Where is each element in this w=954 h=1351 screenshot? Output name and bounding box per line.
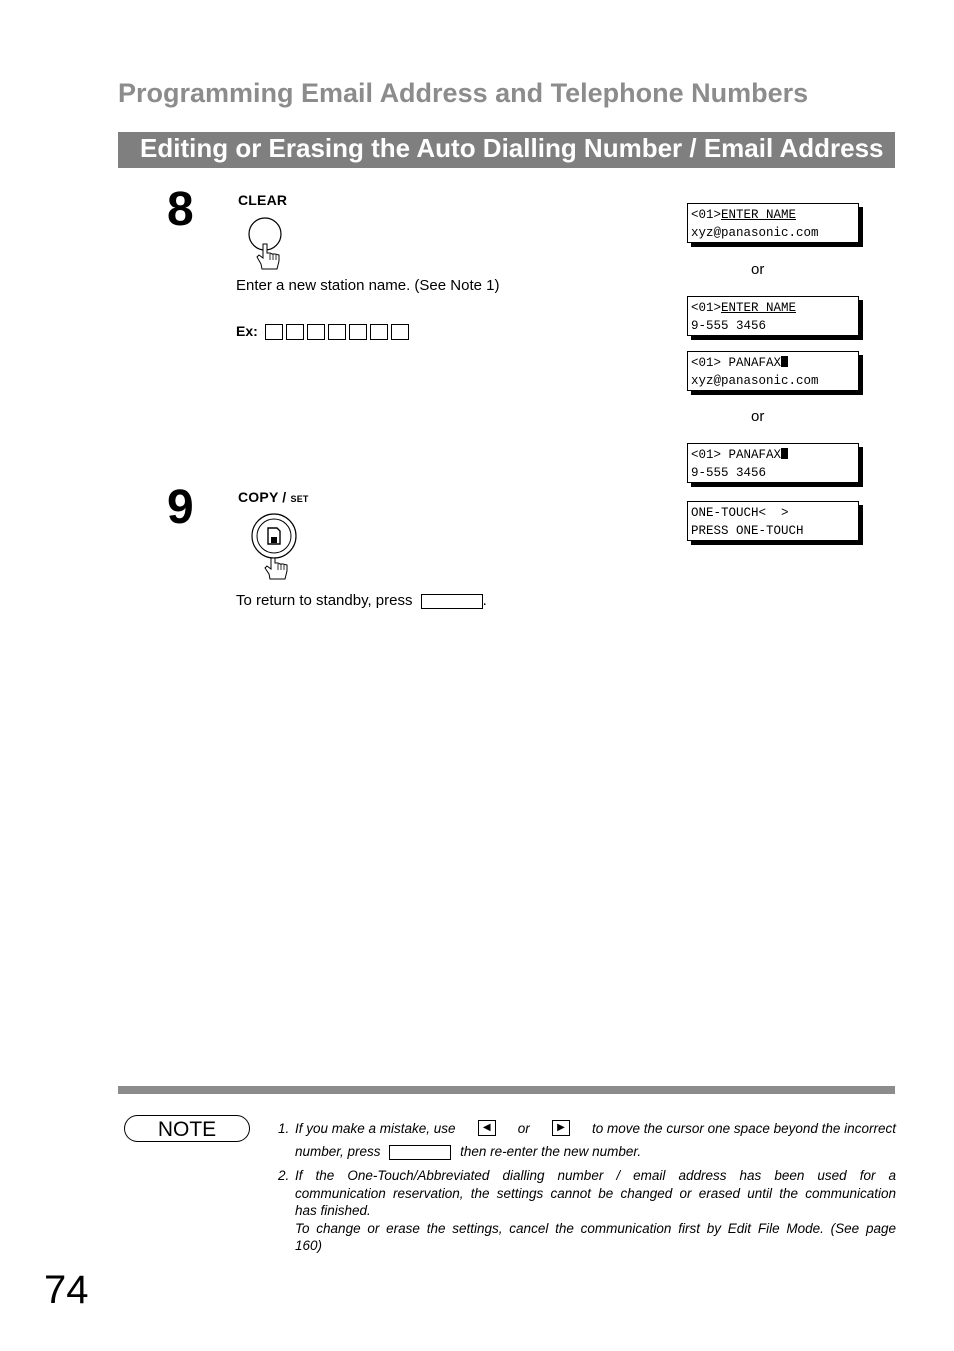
lcd-display-2: <01>ENTER NAME 9-555 3456	[687, 296, 859, 336]
lcd-line2: 9-555 3456	[691, 465, 767, 480]
note-text: has finished.	[295, 1203, 371, 1218]
clear-key-label: CLEAR	[238, 192, 288, 208]
right-arrow-key-icon: ▶	[552, 1120, 570, 1136]
step-number-8: 8	[167, 183, 194, 236]
note-text: 160)	[295, 1238, 323, 1253]
lcd-line1: <01> PANAFAX	[691, 448, 782, 462]
step9-instruction-text: To return to standby, press	[236, 592, 413, 609]
note-item-1	[278, 1120, 896, 1160]
lcd-display-3	[687, 351, 859, 391]
left-arrow-key-icon: ◀	[478, 1120, 496, 1136]
lcd-line2: xyz@panasonic.com	[691, 225, 819, 240]
note-text: If the One-Touch/Abbreviated dialling number / email address has been used for a	[295, 1168, 896, 1183]
note-text: If you make a mistake, use	[295, 1120, 456, 1136]
example-name-boxes	[236, 323, 409, 340]
section-title: Programming Email Address and Telephone Numbers	[118, 78, 809, 108]
page-title: Editing or Erasing the Auto Dialling Number / Email Address	[140, 133, 884, 163]
copy-key-label-main: COPY /	[238, 489, 287, 505]
example-char-box	[307, 324, 325, 340]
lcd-block-cursor	[781, 356, 788, 367]
clear-key-press-icon	[244, 214, 286, 272]
note-text: to move the cursor one space beyond the incorrect	[592, 1120, 896, 1136]
step9-instruction	[236, 592, 487, 609]
lcd-display-4	[687, 443, 859, 483]
lcd-line2: xyz@panasonic.com	[691, 373, 819, 388]
example-char-box	[391, 324, 409, 340]
example-char-box	[328, 324, 346, 340]
copy-set-key-label	[238, 489, 309, 505]
lcd-line1: <01> PANAFAX	[691, 356, 782, 370]
lcd-line1: ONE-TOUCH< >	[691, 506, 789, 520]
note-item-number: 1.	[278, 1120, 290, 1136]
lcd-display-1: <01>ENTER NAME xyz@panasonic.com	[687, 203, 859, 243]
example-char-box	[265, 324, 283, 340]
lcd-line2: 9-555 3456	[691, 318, 767, 333]
example-label: Ex:	[236, 323, 258, 339]
note-text: or	[517, 1120, 530, 1136]
note-item-number: 2.	[278, 1168, 290, 1183]
note-item-2	[278, 1167, 896, 1255]
example-char-box	[286, 324, 304, 340]
lcd-cursor-char: ENTER NAME	[721, 301, 797, 315]
example-char-box	[349, 324, 367, 340]
stop-key-placeholder	[421, 594, 483, 609]
note-text: To change or erase the settings, cancel the communication first by Edit File Mode. (See page	[295, 1220, 896, 1236]
set-key-label-small: SET	[290, 494, 309, 504]
step8-instruction: Enter a new station name. (See Note 1)	[236, 277, 500, 294]
note-text: number, press	[295, 1144, 381, 1159]
page-title-bar	[118, 132, 895, 168]
lcd-cursor-char: ENTER NAME	[721, 208, 797, 222]
lcd-display-5	[687, 501, 859, 541]
note-text: then re-enter the new number.	[460, 1144, 642, 1159]
note-label: NOTE	[124, 1115, 250, 1142]
step-number-9: 9	[167, 481, 194, 534]
clear-key-placeholder	[389, 1145, 451, 1160]
copy-set-key-press-icon	[249, 511, 299, 581]
note-text: communication reservation, the settings cannot be changed or erased until the communication	[295, 1185, 896, 1201]
lcd-block-cursor	[781, 448, 788, 459]
example-char-box	[370, 324, 388, 340]
step9-instruction-end: .	[482, 592, 487, 609]
page-number: 74	[44, 1268, 89, 1312]
or-separator: or	[751, 408, 765, 425]
note-divider	[118, 1086, 895, 1094]
lcd-line2: PRESS ONE-TOUCH	[691, 523, 804, 538]
or-separator: or	[751, 261, 765, 278]
